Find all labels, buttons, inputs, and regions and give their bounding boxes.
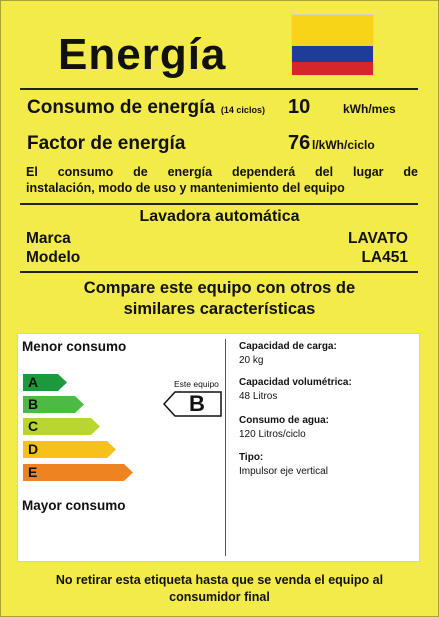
usage-note-line-2: instalación, modo de uso y mantenimiento del equipo (26, 181, 345, 195)
spec-label: Capacidad de carga: (239, 341, 337, 352)
worst-consumption-label: Mayor consumo (22, 498, 126, 513)
footer-note: No retirar esta etiqueta hasta que se venda el equipo al consumidor final (55, 573, 384, 604)
spec-value: Impulsor eje vertical (239, 466, 328, 477)
usage-note-line-1: El consumo de energía dependerá del lugar de (26, 165, 418, 179)
model-label: Modelo (26, 249, 81, 266)
consumption-value: 10 (288, 96, 311, 118)
panel-divider (225, 339, 226, 556)
consumption-label: Consumo de energía (14 ciclos) (27, 97, 265, 118)
class-bar-e (23, 464, 134, 481)
energy-factor-label: Factor de energía (27, 133, 186, 154)
brand-value: LAVATO (348, 230, 408, 247)
class-bar-b (23, 396, 85, 413)
class-bar-e-shape (23, 464, 134, 481)
this-equipment-class: B (189, 391, 205, 416)
colombia-flag-icon (291, 14, 374, 76)
class-letter-e: E (28, 464, 38, 480)
class-letter-b: B (28, 396, 39, 412)
label-title: Energía (58, 30, 227, 79)
class-letter-a: A (28, 374, 39, 390)
spec-value: 120 Litros/ciclo (239, 429, 306, 440)
brand-label: Marca (26, 230, 71, 247)
class-letter-c: C (28, 418, 39, 434)
divider (20, 88, 418, 90)
this-equipment-indicator (163, 391, 223, 417)
class-letter-d: D (28, 441, 39, 457)
best-consumption-label: Menor consumo (22, 339, 127, 354)
energy-factor-value: 76 (288, 132, 311, 154)
compare-text: Compare este equipo con otros de similares características (83, 279, 356, 318)
spec-label: Consumo de agua: (239, 415, 330, 426)
spec-value: 48 Litros (239, 391, 278, 402)
energy-factor-unit: l/kWh/ciclo (312, 138, 375, 152)
divider (20, 271, 418, 273)
spec-value: 20 kg (239, 355, 264, 366)
class-bar-c (23, 418, 101, 435)
spec-label: Capacidad volumétrica: (239, 377, 352, 388)
class-bar-d (23, 441, 117, 458)
product-type: Lavadora automática (139, 208, 300, 225)
class-bar-a (23, 374, 68, 391)
consumption-cycles-note: (14 ciclos) (220, 105, 265, 115)
model-value: LA451 (361, 249, 408, 266)
spec-label: Tipo: (239, 452, 264, 463)
divider (20, 203, 418, 205)
this-equipment-label: Este equipo (174, 379, 219, 389)
consumption-unit: kWh/mes (343, 102, 396, 116)
